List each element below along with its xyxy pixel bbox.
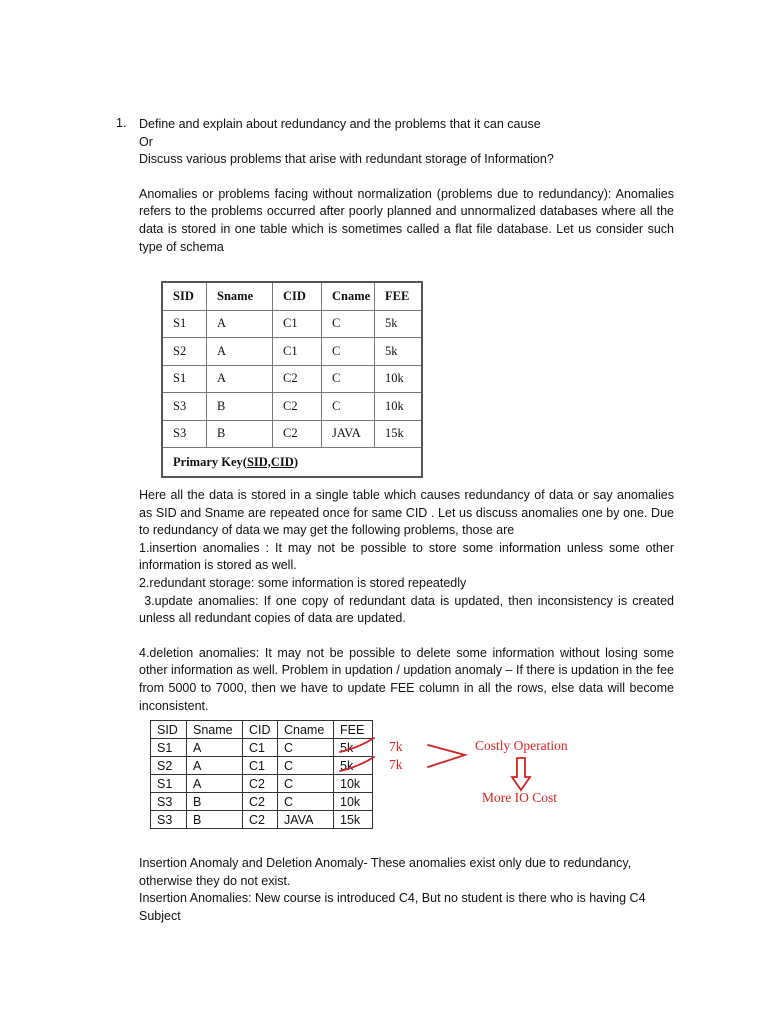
- table-cell: B: [187, 793, 243, 811]
- table-cell: 5k: [334, 739, 373, 757]
- insertion-deletion-paragraph: Insertion Anomaly and Deletion Anomaly- These anomalies exist only due to redundancy, otherwise they do not exist.: [139, 856, 632, 888]
- intro-paragraph: Anomalies or problems facing without normalization (problems due to redundancy): Anomalies refers to the problems occurred after poorly planned and unnormalized databases where all the data is stored in one table which is sometimes called a flat file database. Let us consider such type of schema: [139, 186, 674, 254]
- header-cell: Cname: [322, 282, 375, 310]
- table-cell: S1: [162, 310, 207, 338]
- table-cell: B: [187, 811, 243, 829]
- table-cell: S3: [151, 811, 187, 829]
- pk-value: SID,CID: [246, 454, 294, 469]
- table-cell: 10k: [375, 365, 423, 393]
- header-cell: FEE: [334, 721, 373, 739]
- table-cell: S1: [151, 775, 187, 793]
- table-cell: S3: [162, 393, 207, 421]
- table-cell: 5k: [375, 310, 423, 338]
- redundancy-paragraph: Here all the data is stored in a single table which causes redundancy of data or say anomalies as SID and Sname are repeated once for same CID . Let us discuss anomalies one by one. Due to redundancy of data we may get the following problems, those are: [139, 488, 674, 538]
- table-cell: S2: [162, 338, 207, 366]
- table-cell: C: [322, 338, 375, 366]
- table-cell: S1: [151, 739, 187, 757]
- question-title: Define and explain about redundancy and the problems that it can cause: [139, 117, 541, 131]
- header-cell: Sname: [187, 721, 243, 739]
- footer-block: [139, 855, 674, 925]
- table-cell: 10k: [334, 775, 373, 793]
- table-cell: A: [207, 365, 273, 393]
- header-cell: Sname: [207, 282, 273, 310]
- strike-mark-1: [340, 738, 374, 752]
- deletion-item: 4.deletion anomalies: It may not be possible to delete some information without losing some other information as well. Problem in updation / updation anomaly – If there is updation in the fee from 5000 to 7000, then we have to update FEE column in all the rows, else data will become inconsistent.: [139, 645, 674, 713]
- header-cell: CID: [273, 282, 322, 310]
- table-cell: C: [278, 739, 334, 757]
- table-cell: A: [187, 775, 243, 793]
- table-cell: 15k: [334, 811, 373, 829]
- strike-mark-2: [340, 757, 374, 771]
- table-cell: C2: [273, 420, 322, 448]
- new-fee-label-1: 7k: [389, 739, 403, 754]
- table-cell: A: [207, 310, 273, 338]
- table-cell: A: [187, 757, 243, 775]
- insertion-anomalies-paragraph: Insertion Anomalies: New course is introduced C4, But no student is there who is having C4 Subject: [139, 891, 646, 923]
- table-cell: A: [187, 739, 243, 757]
- question-or: Or: [139, 134, 153, 149]
- table-cell: C: [322, 393, 375, 421]
- header-cell: CID: [243, 721, 278, 739]
- update-item: 3.update anomalies: If one copy of redundant data is updated, then inconsistency is created unless all redundant copies of data are updated.: [139, 593, 678, 626]
- table-cell: JAVA: [322, 420, 375, 448]
- pk-close: ): [293, 454, 298, 469]
- costly-operation-label: Costly Operation: [475, 738, 568, 753]
- question-number: 1.: [116, 116, 127, 130]
- table-cell: A: [207, 338, 273, 366]
- header-cell: FEE: [375, 282, 423, 310]
- table-cell: 15k: [375, 420, 423, 448]
- table-cell: C: [278, 775, 334, 793]
- table-cell: C: [322, 310, 375, 338]
- header-cell: SID: [162, 282, 207, 310]
- table-cell: C2: [243, 793, 278, 811]
- table-cell: C1: [273, 338, 322, 366]
- table-cell: S3: [162, 420, 207, 448]
- table-cell: C2: [243, 811, 278, 829]
- arrow-right-icon: [428, 745, 465, 767]
- table-cell: C2: [243, 775, 278, 793]
- table-cell: C: [278, 757, 334, 775]
- table-cell: C: [322, 365, 375, 393]
- table-cell: 10k: [334, 793, 373, 811]
- header-cell: Cname: [278, 721, 334, 739]
- question-alt: Discuss various problems that arise with redundant storage of Information?: [139, 152, 554, 167]
- table-cell: 5k: [375, 338, 423, 366]
- more-io-cost-label: More IO Cost: [482, 790, 557, 805]
- table-cell: C1: [273, 310, 322, 338]
- table-cell: S1: [162, 365, 207, 393]
- redundant-item: 2.redundant storage: some information is stored repeatedly: [139, 575, 467, 590]
- table-cell: S3: [151, 793, 187, 811]
- pk-label: Primary Key(: [173, 454, 247, 469]
- table-cell: B: [207, 420, 273, 448]
- insertion-item: 1.insertion anomalies : It may not be possible to store some information unless some other information is stored as well.: [139, 540, 674, 573]
- table-cell: C1: [243, 739, 278, 757]
- table-cell: 5k: [334, 757, 373, 775]
- table-cell: C2: [273, 393, 322, 421]
- table-cell: C1: [243, 757, 278, 775]
- arrow-down-icon: [512, 758, 530, 790]
- table-cell: C: [278, 793, 334, 811]
- new-fee-label-2: 7k: [389, 757, 403, 772]
- table-cell: 10k: [375, 393, 423, 421]
- table-cell: B: [207, 393, 273, 421]
- table-cell: C2: [273, 365, 322, 393]
- table-cell: JAVA: [278, 811, 334, 829]
- table-cell: S2: [151, 757, 187, 775]
- header-cell: SID: [151, 721, 187, 739]
